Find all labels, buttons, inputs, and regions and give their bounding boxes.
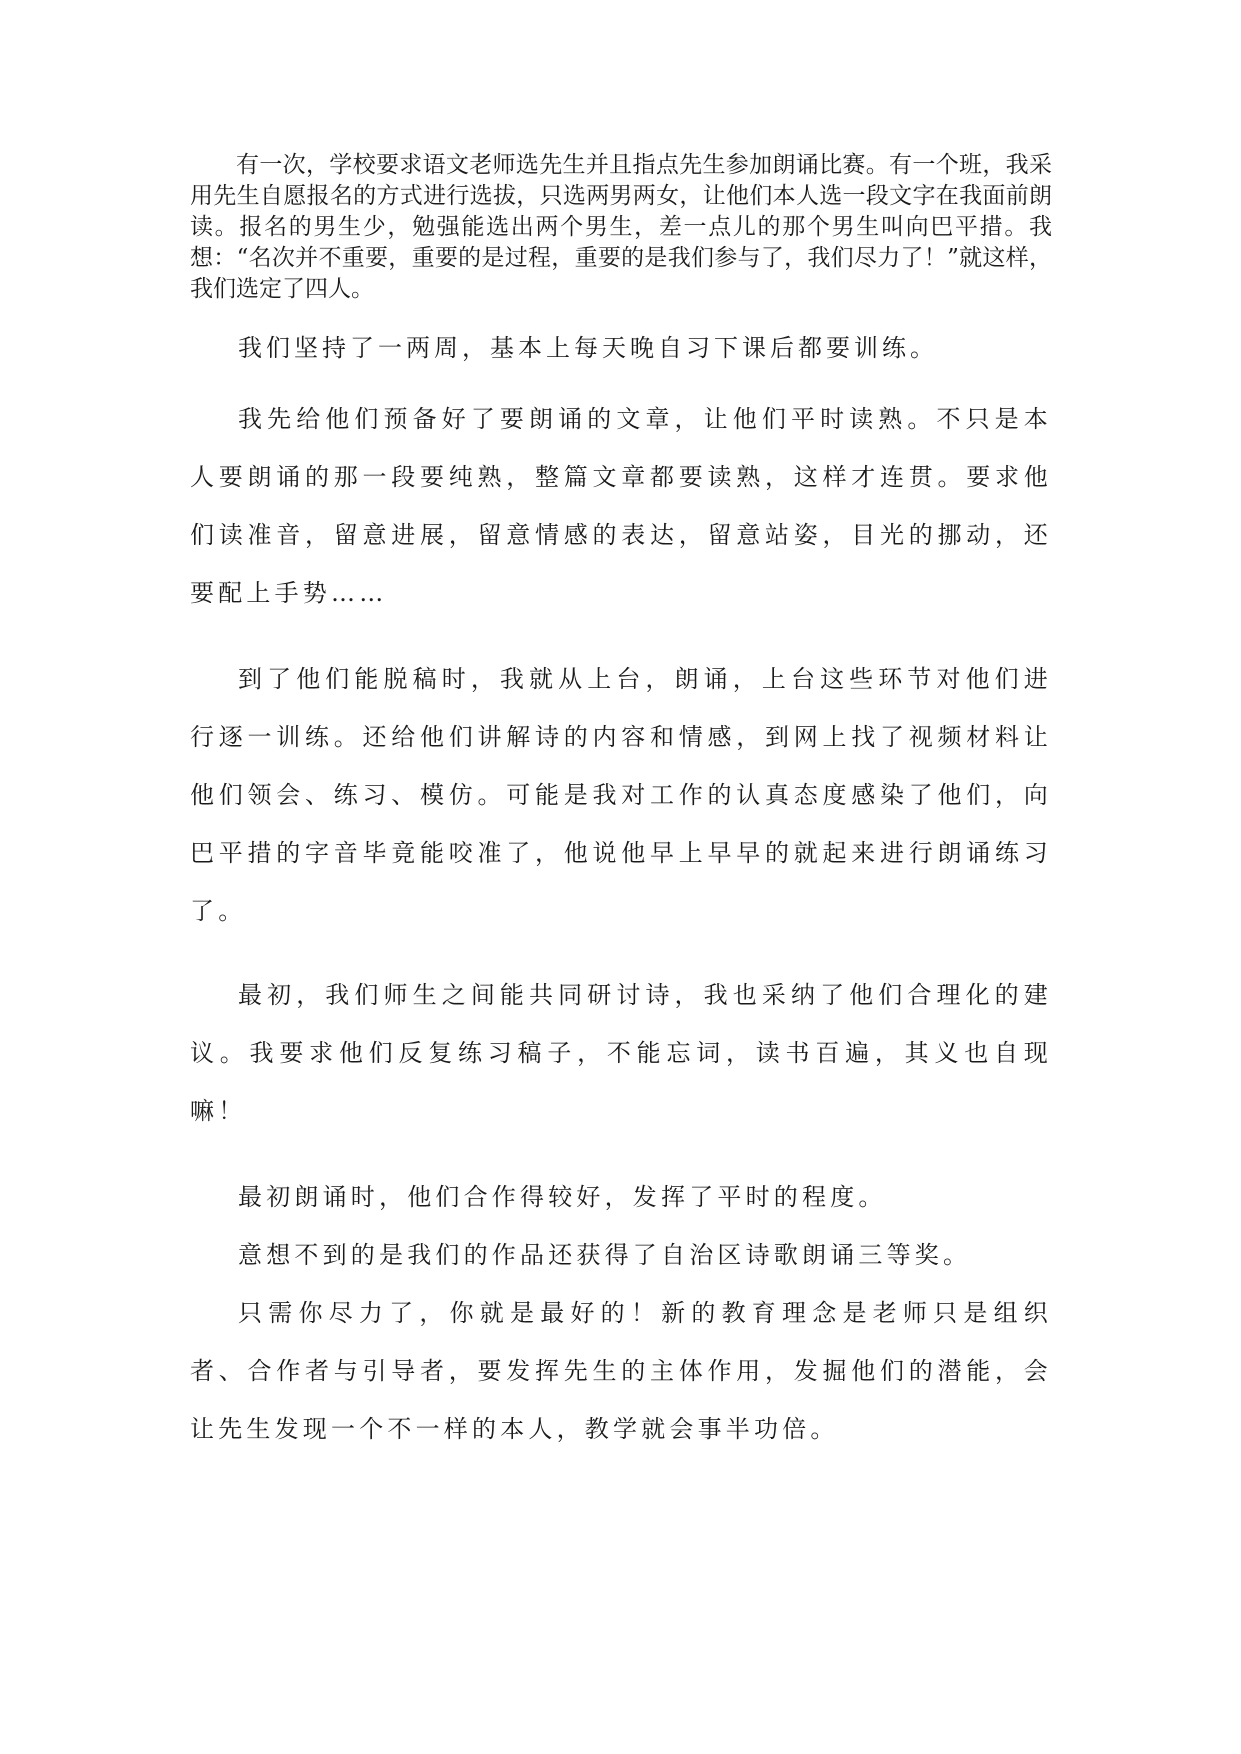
paragraph-discuss-poem: 最初，我们师生之间能共同研讨诗，我也采纳了他们合理化的建议。我要求他们反复练习稿子，不能忘词，读书百遍，其义也自现嘛！ xyxy=(190,981,1052,1125)
paragraph-performance: 最初朗诵时，他们合作得较好，发挥了平时的程度。 xyxy=(238,1183,887,1211)
paragraph-conclusion: 只需你尽力了，你就是最好的！新的教育理念是老师只是组织者、合作者与引导者，要发挥先生的主体作用，发掘他们的潜能，会让先生发现一个不一样的本人，教学就会事半功倍。 xyxy=(190,1299,1052,1443)
paragraph-reading-contest-intro: 有一次，学校要求语文老师选先生并且指点先生参加朗诵比赛。有一个班，我采用先生自愿报名的方式进行选拔，只选两男两女，让他们本人选一段文字在我面前朗读。报名的男生少，勉强能选出两个男生，差一点儿的那个男生叫向巴平措。我想：“名次并不重要，重要的是过程，重要的是我们参与了，我们尽力了！”就这样，我们选定了四人。 xyxy=(190,152,1052,302)
paragraph-stage-training: 到了他们能脱稿时，我就从上台，朗诵，上台这些环节对他们进行逐一训练。还给他们讲解诗的内容和情感，到网上找了视频材料让他们领会、练习、模仿。可能是我对工作的认真态度感染了他们，向巴平措的字音毕竟能咬准了，他说他早上早早的就起来进行朗诵练习了。 xyxy=(190,665,1052,925)
paragraph-award: 意想不到的是我们的作品还获得了自治区诗歌朗诵三等奖。 xyxy=(238,1241,972,1269)
paragraph-training-weeks: 我们坚持了一两周，基本上每天晚自习下课后都要训练。 xyxy=(238,334,938,362)
paragraph-prepare-articles: 我先给他们预备好了要朗诵的文章，让他们平时读熟。不只是本人要朗诵的那一段要纯熟，整篇文章都要读熟，这样才连贯。要求他们读准音，留意进展，留意情感的表达，留意站姿，目光的挪动，还要配上手势…… xyxy=(190,405,1052,607)
